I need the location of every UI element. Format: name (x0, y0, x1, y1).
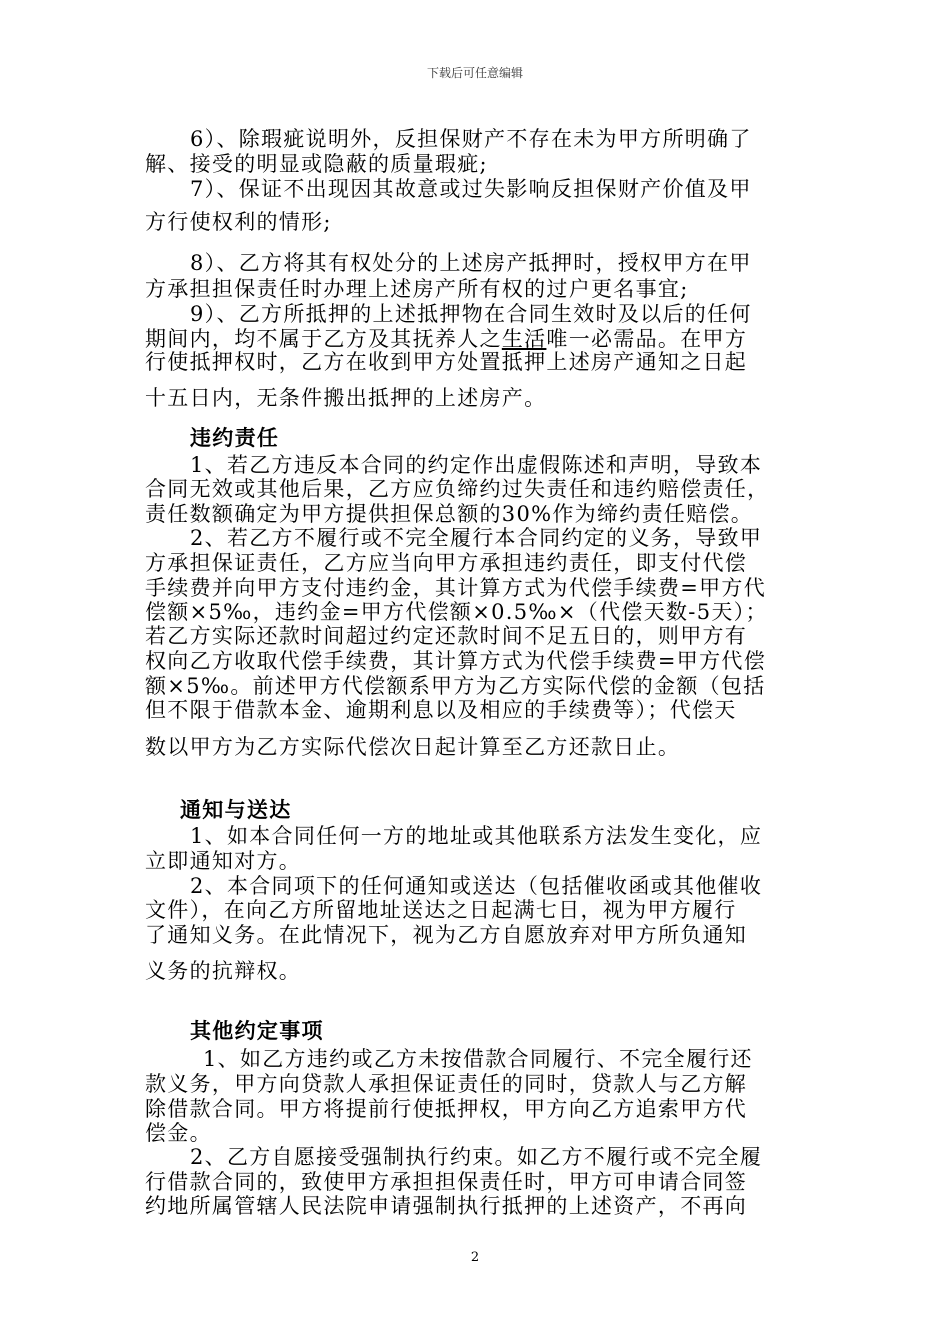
text-line: 文件），在向乙方所留地址送达之日起满七日，视为甲方履行 (145, 898, 737, 922)
text-line: 权向乙方收取代偿手续费，其计算方式为代偿手续费=甲方代偿 (145, 649, 766, 673)
text-line: 方承担担保责任时办理上述房产所有权的过户更名事宜; (145, 277, 689, 301)
text-line: 款义务，甲方向贷款人承担保证责任的同时，贷款人与乙方解 (145, 1072, 748, 1096)
text-line: 7）、保证不出现因其故意或过失影响反担保财产价值及甲 (190, 177, 752, 201)
text-line: 了通知义务。在此情况下，视为乙方自愿放弃对甲方所负通知 (145, 923, 748, 947)
text-line: 方行使权利的情形; (145, 210, 332, 234)
section-heading: 通知与送达 (180, 797, 292, 822)
text-line: 合同无效或其他后果，乙方应负缔约过失责任和违约赔偿责任， (145, 477, 770, 501)
text-line: 解、接受的明显或隐蔽的质量瑕疵; (145, 152, 488, 176)
text-line: 但不限于借款本金、逾期利息以及相应的手续费等）；代偿天 (145, 698, 737, 722)
page-number: 2 (470, 1250, 480, 1265)
text-segment: 期间内，均不属于乙方及其抚养人之 (145, 327, 502, 351)
text-line: 9）、乙方所抵押的上述抵押物在合同生效时及以后的任何 (190, 302, 752, 326)
section-heading: 其他约定事项 (190, 1018, 324, 1043)
text-line: 行使抵押权时，乙方在收到甲方处置抵押上述房产通知之日起 (145, 350, 748, 374)
text-line: 除借款合同。甲方将提前行使抵押权，甲方向乙方追索甲方代 (145, 1097, 748, 1121)
text-line: 十五日内，无条件搬出抵押的上述房产。 (145, 386, 547, 410)
text-line: 偿金。 (145, 1121, 212, 1145)
text-line: 约地所属管辖人民法院申请强制执行抵押的上述资产，不再向 (145, 1194, 748, 1218)
text-line: 数以甲方为乙方实际代偿次日起计算至乙方还款日止。 (145, 735, 681, 759)
text-line: 若乙方实际还款时间超过约定还款时间不足五日的，则甲方有 (145, 624, 748, 648)
text-line: 2、乙方自愿接受强制执行约束。如乙方不履行或不完全履 (190, 1145, 763, 1169)
text-line: 偿额×5‰，违约金=甲方代偿额×0.5‰×（代偿天数-5天）； (145, 600, 768, 624)
text-segment: 唯一必需品。在甲方 (546, 327, 748, 351)
page-header: 下载后可任意编辑 (426, 66, 523, 80)
text-line: 1、若乙方违反本合同的约定作出虚假陈述和声明，导致本 (190, 453, 763, 477)
section-heading: 违约责任 (190, 425, 280, 450)
text-line: 手续费并向甲方支付违约金，其计算方式为代偿手续费=甲方代 (145, 576, 766, 600)
text-line: 立即通知对方。 (145, 849, 302, 873)
text-line: 责任数额确定为甲方提供担保总额的30%作为缔约责任赔偿。 (145, 502, 754, 526)
text-line: 方承担保证责任，乙方应当向甲方承担违约责任，即支付代偿 (145, 551, 748, 575)
text-line: 额×5‰。前述甲方代偿额系甲方为乙方实际代偿的金额（包括 (145, 674, 766, 698)
text-line: 8）、乙方将其有权处分的上述房产抵押时，授权甲方在甲 (190, 251, 752, 275)
text-line: 2、若乙方不履行或不完全履行本合同约定的义务，导致甲 (190, 526, 763, 550)
underlined-text: 生活 (501, 327, 547, 351)
text-line: 1、如本合同任何一方的地址或其他联系方法发生变化，应 (190, 824, 763, 848)
text-line: 义务的抗辩权。 (145, 959, 302, 983)
text-line: 2、本合同项下的任何通知或送达（包括催收函或其他催收 (190, 874, 763, 898)
text-line: 1、如乙方违约或乙方未按借款合同履行、不完全履行还 (203, 1047, 753, 1071)
text-line: 6）、除瑕疵说明外，反担保财产不存在未为甲方所明确了 (190, 127, 752, 151)
text-line: 行借款合同的，致使甲方承担担保责任时，甲方可申请合同签 (145, 1170, 748, 1194)
